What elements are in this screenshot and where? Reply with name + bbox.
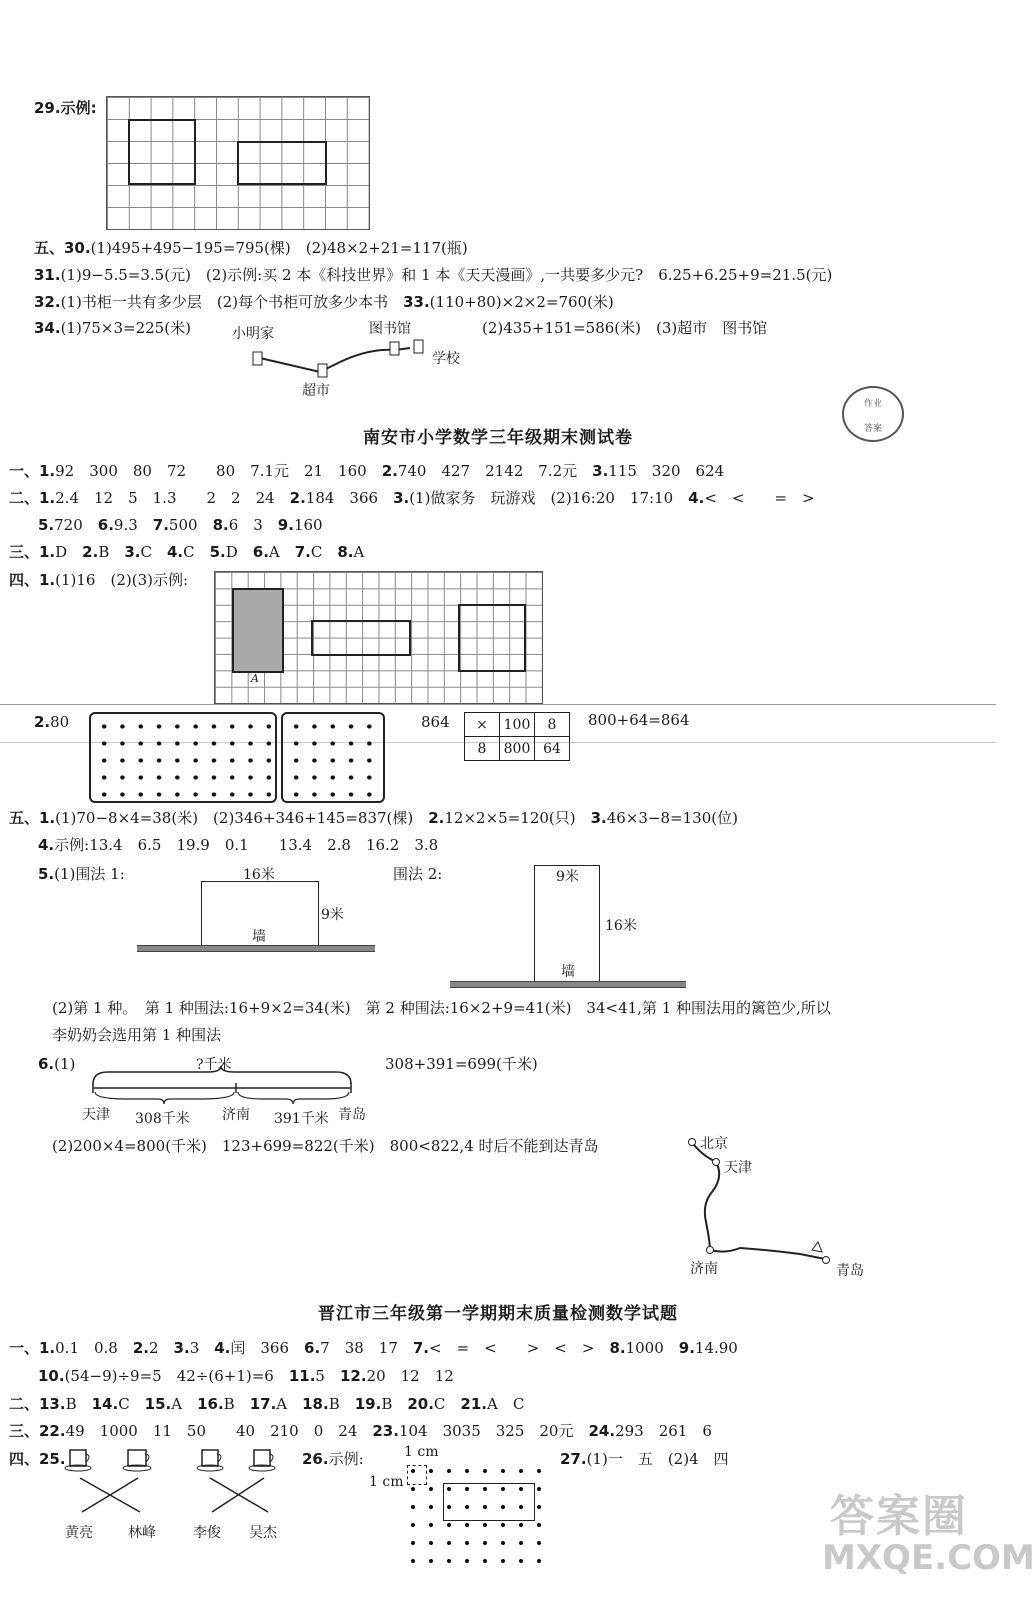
s2-l3-v2: 500 — [168, 516, 213, 534]
stamp-top: 作业 — [863, 399, 882, 409]
s3-l3-n3: 16. — [197, 1395, 224, 1413]
s2-line8 — [38, 864, 125, 884]
s2-l5-num: 四、1. — [9, 571, 56, 589]
fence1-top-label: 16米 — [243, 867, 275, 883]
q30-line — [34, 238, 468, 258]
s3-l3-v3: B — [223, 1395, 250, 1413]
s3-l1-v1: 2 — [149, 1339, 174, 1357]
s2-l2-num4: 4. — [688, 489, 705, 507]
mul-row — [465, 713, 570, 737]
fence2-wall — [450, 981, 686, 988]
brace-b: 308千米 — [135, 1111, 190, 1127]
tianjin-dot — [713, 1159, 720, 1166]
s2-l4-a1: B — [98, 543, 125, 561]
q34-line — [34, 318, 191, 338]
q29-label — [34, 98, 97, 118]
s2-q2-val: 80 — [50, 713, 70, 731]
s2-q2 — [34, 712, 69, 732]
brace-e: 青岛 — [338, 1107, 366, 1123]
brace-d: 391千米 — [274, 1111, 329, 1127]
s2-l2-ans: 2.4 12 5 1.3 2 2 24 — [55, 489, 290, 507]
watermark-url: MXQE.COM — [822, 1538, 1035, 1578]
map-school-label: 学校 — [432, 351, 460, 367]
s3-q27-num: 27. — [560, 1450, 587, 1468]
s2-l2-ans2: 184 366 — [305, 489, 394, 507]
unit-square — [407, 1465, 427, 1485]
brace-left — [95, 1092, 234, 1104]
s2-line4 — [9, 542, 364, 562]
s3-l1-v6: 1000 — [625, 1339, 679, 1357]
s2-l3-n1: 6. — [97, 516, 114, 534]
s3-l2-n2: 12. — [339, 1367, 367, 1385]
s2-l4-a7: A — [353, 543, 365, 561]
s2-q2-num: 2. — [34, 713, 51, 731]
multiplication-table — [464, 712, 570, 761]
s3-l1-v4: 7 38 17 — [320, 1339, 413, 1357]
s3-l1-v0: 0.1 0.8 — [55, 1339, 133, 1357]
s3-l3-v7: C — [433, 1395, 461, 1413]
s2-l4-m4: 6. — [252, 543, 269, 561]
s2-l2-num2: 2. — [289, 489, 306, 507]
s3-l4-v2: 293 261 6 — [615, 1422, 712, 1440]
beijing-dot — [689, 1139, 696, 1146]
s2-l6-ans2: 12×2×5=120(只) — [444, 809, 591, 827]
s3-line4 — [9, 1421, 712, 1441]
s2-l3-v1: 9.3 — [113, 516, 153, 534]
s3-l3-v8: A C — [486, 1395, 525, 1413]
q32-line — [34, 292, 614, 312]
s3-l4-v1: 104 3035 325 20元 — [398, 1422, 589, 1440]
s2-l3-v3: 6 3 — [228, 516, 278, 534]
mul-cell: 800 — [500, 737, 535, 761]
s2-l2-ans4: < < = > — [704, 489, 815, 507]
cup-icon — [249, 1450, 275, 1471]
mul-row — [465, 737, 570, 761]
s3-q27 — [560, 1449, 729, 1469]
s3-l2-n0: 10. — [38, 1367, 65, 1385]
fence1-side-label: 9米 — [321, 907, 344, 923]
cup-name-3: 吴杰 — [249, 1525, 277, 1541]
s3-l3-n1: 14. — [91, 1395, 119, 1413]
s2-q6-equation: 308+391=699(千米) — [385, 1055, 538, 1073]
cup-icon — [123, 1450, 151, 1471]
cup-icon — [197, 1450, 223, 1471]
s2-l4-m3: 5. — [209, 543, 226, 561]
mul-cell: 100 — [500, 713, 535, 737]
s2-l8-ans: (1)围法 1: — [54, 865, 125, 883]
s2-l11-num: 6. — [38, 1055, 55, 1073]
mul-cell: 8 — [465, 737, 500, 761]
s2-q2-equation: 800+64=864 — [588, 711, 690, 729]
brace-right — [238, 1092, 349, 1104]
s2-l4-a6: C — [310, 543, 338, 561]
s3-l4-n2: 24. — [588, 1422, 616, 1440]
s2-q2-product: 864 — [421, 713, 450, 731]
s3-l4-n0: 三、22. — [9, 1422, 66, 1440]
s2-line12: (2)200×4=800(千米) 123+699=822(千米) 800<822,4 时后不能到达青岛 — [52, 1137, 599, 1155]
q33-answer: (110+80)×2×2=760(米) — [429, 293, 614, 311]
q30-answer: (1)495+495−195=795(棵) (2)48×2+21=117(瓶) — [90, 239, 468, 257]
s2-line6 — [9, 808, 738, 828]
s3-l3-n4: 17. — [249, 1395, 277, 1413]
library-marker — [390, 342, 399, 355]
s3-q26-rect — [443, 1483, 535, 1521]
s2-l6-num2: 2. — [428, 809, 445, 827]
s3-line1 — [9, 1338, 738, 1358]
fence2-top-label: 9米 — [556, 869, 579, 885]
s2-line3 — [38, 515, 323, 535]
s3-l3-n8: 21. — [460, 1395, 487, 1413]
s3-l3-v4: A — [276, 1395, 303, 1413]
map-home-label: 小明家 — [232, 326, 274, 342]
s2-l8-num: 5. — [38, 865, 55, 883]
s3-l2-v0: (54−9)÷9=5 42÷(6+1)=6 — [64, 1367, 289, 1385]
cups-diagram — [62, 1446, 292, 1521]
q33-num: 33. — [403, 293, 430, 311]
s3-l3-v5: B — [328, 1395, 355, 1413]
s3-q26 — [302, 1449, 364, 1469]
grid-label-a: A — [251, 672, 259, 685]
s2-l1-num: 一、1. — [9, 462, 56, 480]
q34-route — [260, 348, 410, 372]
s2-line9: (2)第 1 种。 第 1 种围法:16+9×2=34(米) 第 2 种围法:16×2+9=41(米) 34<41,第 1 种围法用的篱笆少,所以 — [52, 999, 831, 1017]
route-qingdao: 青岛 — [836, 1263, 864, 1279]
s3-l4-v0: 49 1000 11 50 40 210 0 24 — [65, 1422, 373, 1440]
s2-l3-v4: 160 — [293, 516, 323, 534]
brace-top-label: ?千米 — [196, 1057, 232, 1073]
s3-l1-n6: 8. — [609, 1339, 626, 1357]
s3-l1-n1: 2. — [132, 1339, 149, 1357]
q29-square — [128, 119, 196, 185]
s2-l6-num: 五、1. — [9, 809, 56, 827]
s3-l3-v0: B — [65, 1395, 92, 1413]
s2-l7-ans: 示例:13.4 6.5 19.9 0.1 13.4 2.8 16.2 3.8 — [54, 836, 439, 854]
jinan-dot — [707, 1247, 714, 1254]
route-jinan: 济南 — [690, 1261, 718, 1277]
s3-l1-v2: 3 — [189, 1339, 215, 1357]
cm-top-label: 1 cm — [404, 1444, 439, 1460]
s2-square — [458, 604, 526, 672]
brace-c: 济南 — [222, 1107, 250, 1123]
s2-l4-m1: 3. — [124, 543, 141, 561]
s3-l1-n3: 4. — [214, 1339, 231, 1357]
home-marker — [253, 352, 262, 365]
s3-q26-ans: 示例: — [328, 1450, 364, 1468]
s2-l4-a0: D — [55, 543, 83, 561]
s2-l3-v0: 720 — [54, 516, 98, 534]
s2-q1-grid — [214, 571, 543, 704]
q32-num: 32. — [34, 293, 61, 311]
s2-l5-ans: (1)16 (2)(3)示例: — [55, 571, 189, 589]
brace-a: 天津 — [82, 1107, 110, 1123]
school-marker — [414, 340, 423, 353]
s2-l3-n0: 5. — [38, 516, 55, 534]
stamp-bottom: 答案 — [863, 424, 882, 434]
mul-cell: × — [465, 713, 500, 737]
s2-l4-m6: 8. — [337, 543, 354, 561]
s2-l11-ans: (1) — [54, 1055, 76, 1073]
fence2-side-label: 16米 — [605, 918, 637, 934]
s2-l1-ans3: 115 320 624 — [608, 462, 725, 480]
s3-l2-v1: 5 — [315, 1367, 340, 1385]
q29-text: 29.示例: — [34, 99, 97, 117]
q30-num: 五、30. — [34, 239, 91, 257]
s2-line2 — [9, 488, 815, 508]
q32-answer: (1)书柜一共有多少层 (2)每个书柜可放多少本书 — [60, 293, 389, 311]
s3-l1-v7: 14.90 — [694, 1339, 738, 1357]
s3-l3-n2: 15. — [144, 1395, 172, 1413]
s3-q25-num: 四、25. — [9, 1450, 66, 1468]
s2-line1 — [9, 461, 724, 481]
s3-l3-v6: B — [381, 1395, 408, 1413]
shaded-rect-a — [232, 588, 284, 673]
section2-title: 南安市小学数学三年级期末测试卷 — [363, 428, 633, 448]
s2-line11 — [38, 1054, 75, 1074]
mul-cell: 8 — [535, 713, 570, 737]
s3-l3-v1: C — [118, 1395, 145, 1413]
s3-line3 — [9, 1394, 524, 1414]
cm-left-label: 1 cm — [369, 1474, 404, 1490]
q31-num: 31. — [34, 266, 61, 284]
s3-l1-n5: 7. — [412, 1339, 430, 1357]
s2-fence2-label: 围法 2: — [393, 865, 443, 883]
s2-rect-wide — [311, 620, 411, 656]
cup-name-2: 李俊 — [193, 1525, 221, 1541]
s3-l3-n5: 18. — [302, 1395, 329, 1413]
s2-l6-ans: (1)70−8×4=38(米) (2)346+346+145=837(棵) — [55, 809, 429, 827]
s3-q27-ans: (1)一 五 (2)4 四 — [586, 1450, 729, 1468]
market-marker — [318, 364, 327, 377]
s2-l1-ans2: 740 427 2142 7.2元 — [397, 462, 593, 480]
section3-title: 晋江市三年级第一学期期末质量检测数学试题 — [318, 1304, 678, 1324]
qingdao-dot — [823, 1257, 830, 1264]
fence1-wall-label: 墙 — [252, 929, 266, 945]
s3-l3-n0: 二、13. — [9, 1395, 66, 1413]
s3-l1-v5: < = < > < > — [429, 1339, 610, 1357]
mul-cell: 64 — [535, 737, 570, 761]
s2-l4-num: 三、1. — [9, 543, 56, 561]
s3-l3-v2: A — [171, 1395, 198, 1413]
cup-name-0: 黄亮 — [65, 1525, 93, 1541]
s2-l1-num2: 2. — [381, 462, 398, 480]
s3-l1-n0: 一、1. — [9, 1339, 56, 1357]
car-marker — [812, 1242, 822, 1252]
route-path — [692, 1142, 825, 1259]
dot-array-right — [281, 712, 385, 803]
s2-l4-m5: 7. — [294, 543, 311, 561]
s2-l4-a4: D — [225, 543, 253, 561]
q29-rectangle — [237, 141, 327, 185]
s2-l6-ans3: 46×3−8=130(位) — [606, 809, 738, 827]
divider — [0, 704, 996, 705]
s3-l3-n7: 20. — [407, 1395, 434, 1413]
q34-line-b: (2)435+151=586(米) (3)超市 图书馆 — [482, 319, 768, 337]
q34-answer-a: (1)75×3=225(米) — [60, 319, 191, 337]
q31-line — [34, 265, 832, 285]
s3-l1-v3: 闰 366 — [230, 1339, 305, 1357]
s2-l3-n4: 9. — [277, 516, 294, 534]
s3-l2-v2: 20 12 12 — [366, 1367, 454, 1385]
s2-l4-a3: C — [183, 543, 210, 561]
s3-l3-n6: 19. — [354, 1395, 382, 1413]
fence1-wall — [137, 945, 375, 952]
s2-l1-num3: 3. — [592, 462, 609, 480]
s2-l2-num: 二、1. — [9, 489, 56, 507]
q34-num: 34. — [34, 319, 61, 337]
s3-l4-n1: 23. — [372, 1422, 399, 1440]
fence2-wall-label: 墙 — [561, 964, 575, 980]
cup-name-1: 林峰 — [128, 1525, 156, 1541]
s2-l1-ans: 92 300 80 72 80 7.1元 21 160 — [55, 462, 382, 480]
route-tianjin: 天津 — [724, 1160, 752, 1176]
map-market-label: 超市 — [302, 383, 330, 399]
s3-q25 — [9, 1449, 66, 1469]
s3-l1-n2: 3. — [173, 1339, 190, 1357]
s2-l4-a5: A — [268, 543, 295, 561]
s3-l2-n1: 11. — [288, 1367, 316, 1385]
watermark-logo: 答案圈 — [830, 1491, 968, 1542]
cup-icon — [65, 1450, 91, 1471]
s2-line7 — [38, 835, 438, 855]
s3-q26-num: 26. — [302, 1450, 329, 1468]
s3-l1-n4: 6. — [304, 1339, 321, 1357]
s2-line10: 李奶奶会选用第 1 种围法 — [52, 1026, 222, 1044]
s2-line5 — [9, 570, 188, 590]
s2-l4-m0: 2. — [82, 543, 99, 561]
s3-l1-n7: 9. — [678, 1339, 695, 1357]
route-beijing: 北京 — [700, 1136, 728, 1152]
q29-grid — [106, 96, 370, 230]
s2-l2-num3: 3. — [393, 489, 410, 507]
map-library-label: 图书馆 — [369, 321, 411, 337]
s3-line2 — [38, 1366, 454, 1386]
s2-l4-a2: C — [140, 543, 167, 561]
s2-l3-n2: 7. — [152, 516, 169, 534]
s2-l2-ans3: (1)做家务 玩游戏 (2)16:20 17:10 — [409, 489, 689, 507]
s2-l6-num3: 3. — [590, 809, 607, 827]
s2-l3-n3: 8. — [212, 516, 229, 534]
s2-l4-m2: 4. — [166, 543, 184, 561]
q31-answer: (1)9−5.5=3.5(元) (2)示例:买 2 本《科技世界》和 1 本《天天漫画》,一共要多少元? 6.25+6.25+9=21.5(元) — [60, 266, 833, 284]
s2-l7-num: 4. — [38, 836, 55, 854]
dot-array-left — [89, 712, 277, 803]
